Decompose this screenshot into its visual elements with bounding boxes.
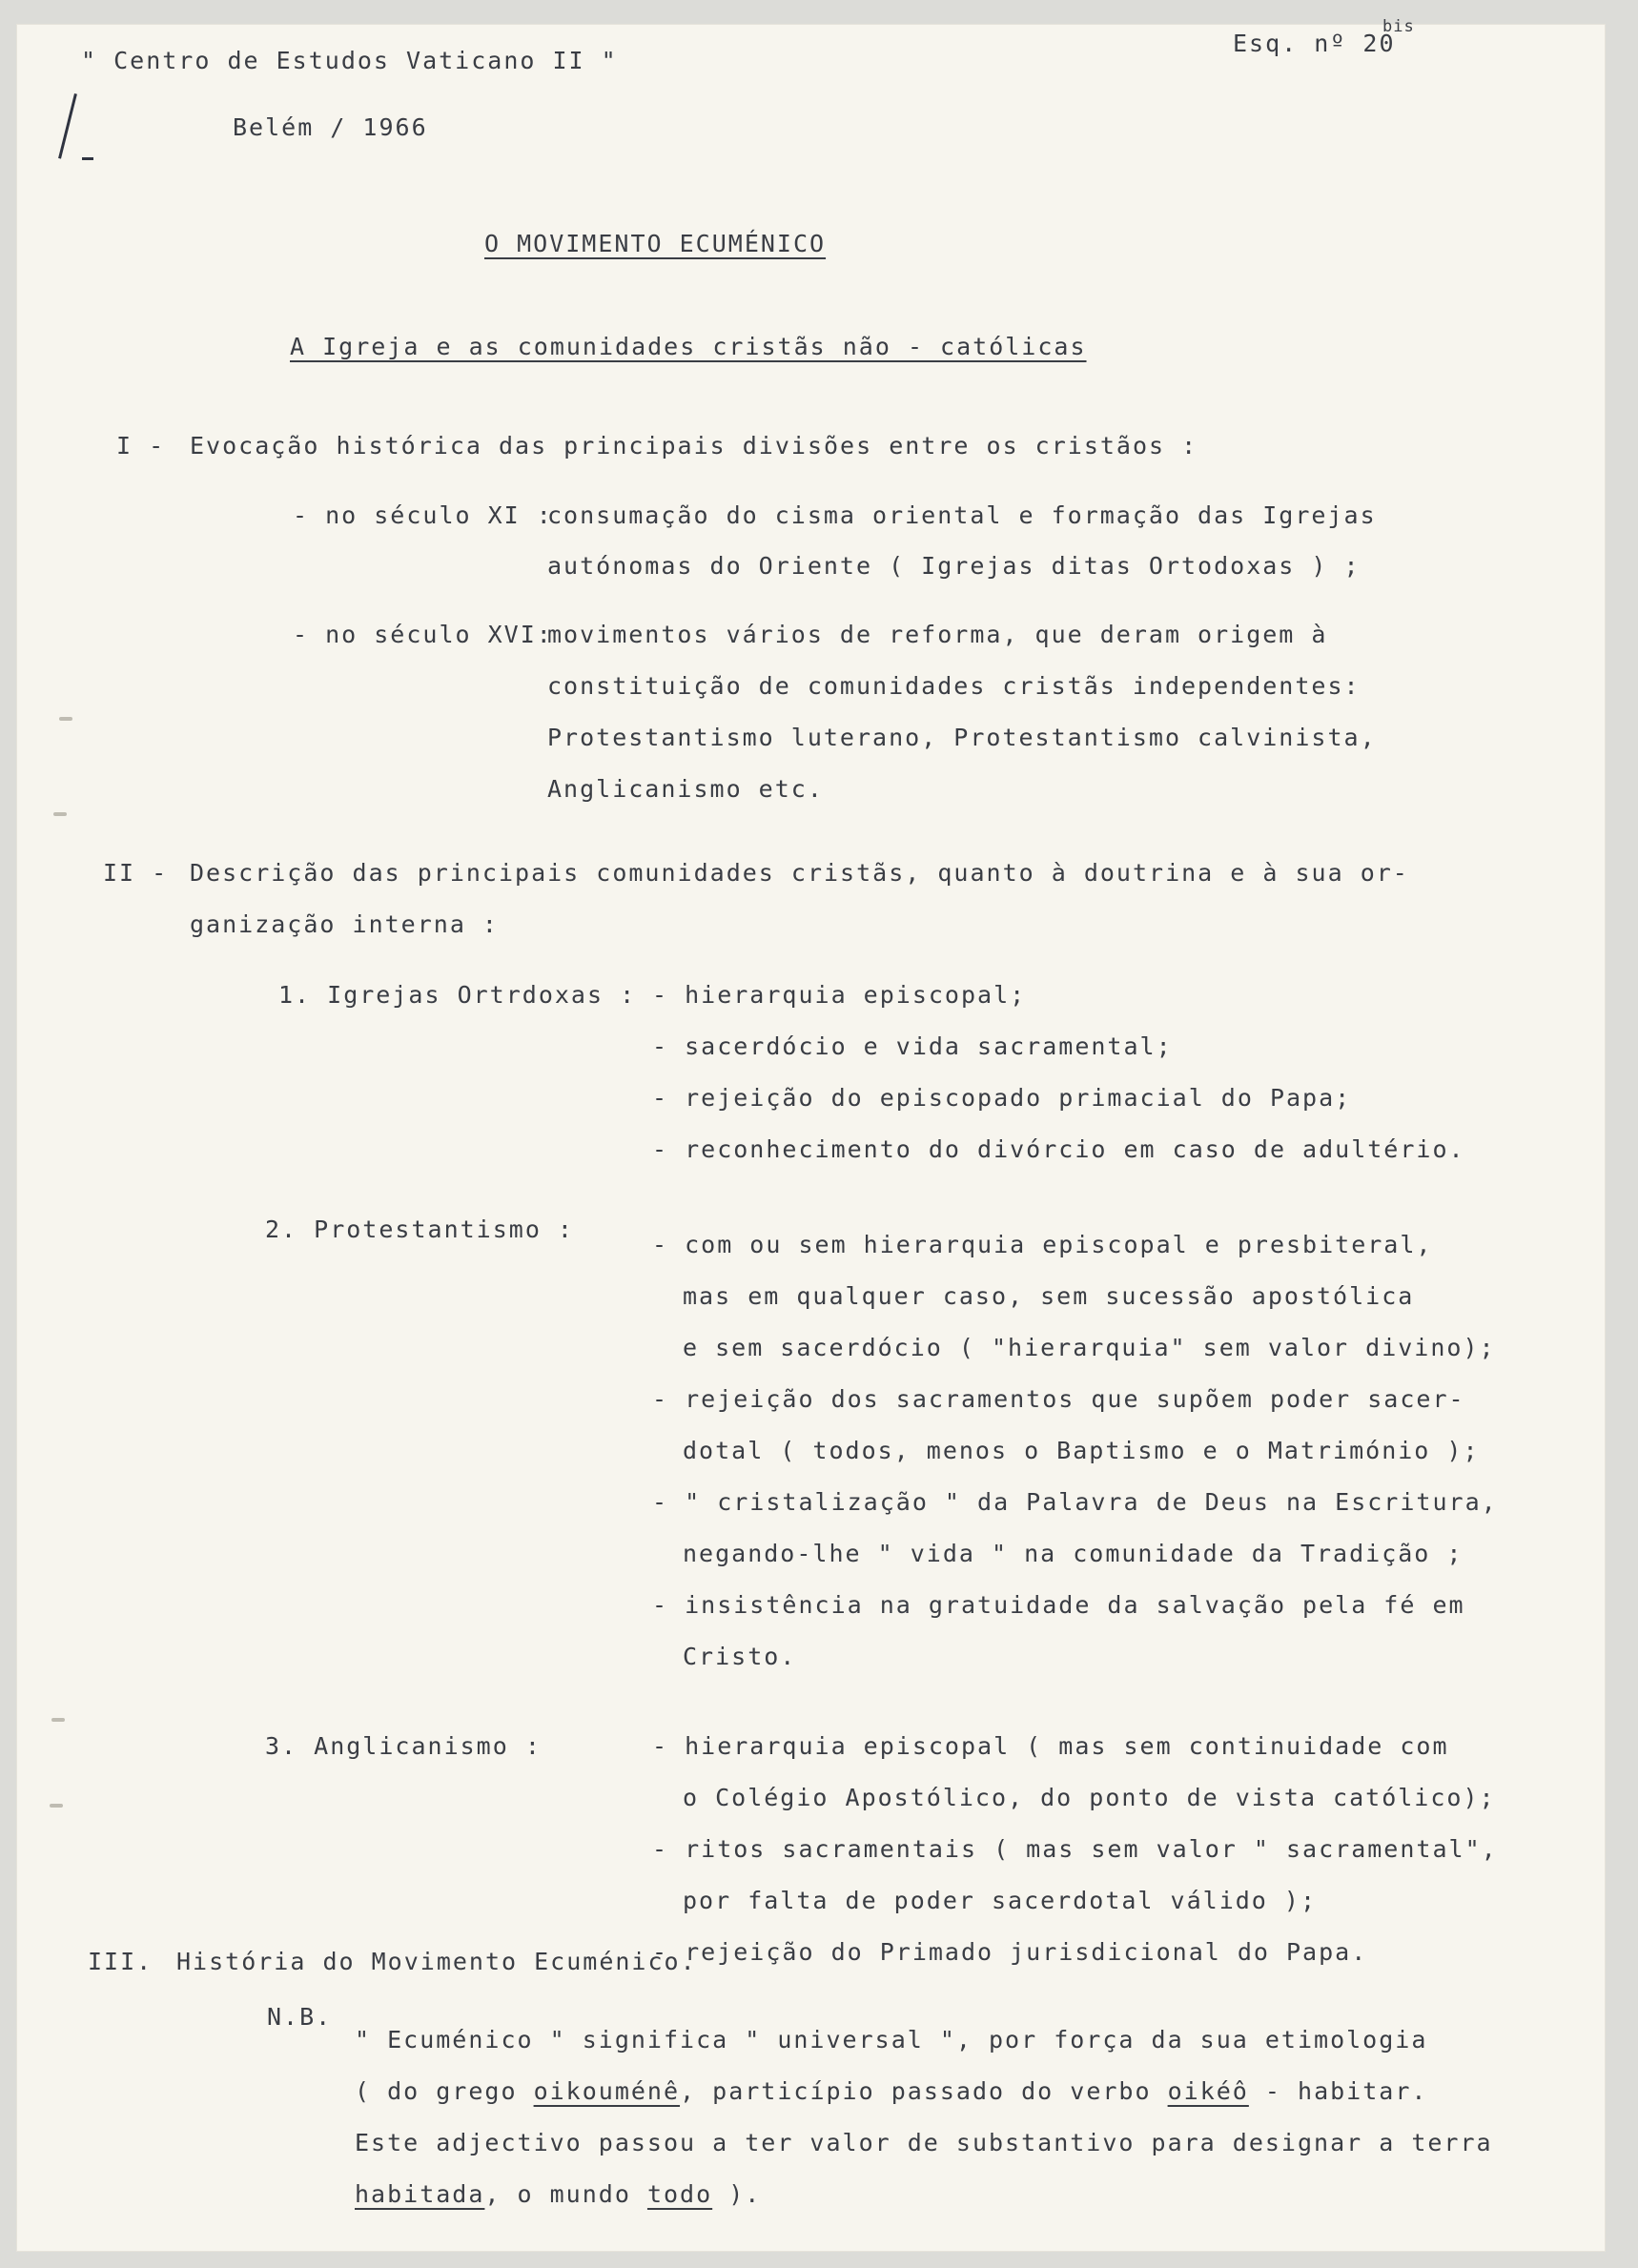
group-line: - rejeição do episcopado primacial do Papa;: [652, 1084, 1352, 1112]
note-text: ( do grego: [355, 2077, 534, 2105]
section-number: III.: [88, 1948, 154, 1975]
list-item-text: consumação do cisma oriental e formação das Igrejas: [547, 501, 1377, 529]
note-text: , particípio passado do verbo: [680, 2077, 1168, 2105]
section-number: II -: [103, 859, 169, 887]
binding-mark: [50, 1804, 63, 1808]
section-number: I -: [116, 432, 166, 460]
note-line: Este adjectivo passou a ter valor de substantivo para designar a terra: [355, 2129, 1493, 2156]
section-heading: Evocação histórica das principais divisões entre os cristãos :: [190, 432, 1198, 460]
group-line: - rejeição dos sacramentos que supõem poder sacer-: [652, 1385, 1465, 1413]
group-label: 1. Igrejas Ortrdoxas :: [278, 981, 637, 1009]
greek-word: oikéô: [1167, 2077, 1249, 2105]
group-line: - hierarquia episcopal ( mas sem continuidade com: [652, 1732, 1449, 1760]
group-label: 3. Anglicanismo :: [265, 1732, 542, 1760]
reference-suffix: bis: [1382, 17, 1415, 36]
greek-word: oikouménê: [533, 2077, 681, 2105]
section-heading: Descrição das principais comunidades cristãs, quanto à doutrina e à sua or-: [190, 859, 1409, 887]
group-line: - " cristalização " da Palavra de Deus na Escritura,: [652, 1488, 1498, 1516]
note-text: ).: [712, 2180, 762, 2208]
group-line: mas em qualquer caso, sem sucessão apostólica: [683, 1282, 1415, 1310]
list-item-text: Protestantismo luterano, Protestantismo calvinista,: [547, 724, 1377, 751]
group-line: e sem sacerdócio ( "hierarquia" sem valor divino);: [683, 1334, 1496, 1361]
center-name: " Centro de Estudos Vaticano II ": [81, 47, 618, 74]
section-heading: História do Movimento Ecuménico.: [176, 1948, 697, 1975]
list-item-text: constituição de comunidades cristãs independentes:: [547, 672, 1361, 700]
handwritten-mark: [82, 157, 93, 160]
list-item-label: - no século XVI:: [293, 621, 553, 648]
list-item-label: - no século XI :: [293, 501, 553, 529]
group-line: - rejeição do Primado jurisdicional do Papa.: [652, 1938, 1368, 1966]
handwritten-mark: [58, 93, 77, 159]
note-line: [355, 2179, 761, 2210]
group-line: Cristo.: [683, 1643, 797, 1670]
group-line: - insistência na gratuidade da salvação pela fé em: [652, 1591, 1465, 1619]
group-line: por falta de poder sacerdotal válido );: [683, 1887, 1317, 1914]
group-line: - sacerdócio e vida sacramental;: [652, 1032, 1173, 1060]
emphasized-word: habitada: [355, 2180, 485, 2208]
binding-mark: [53, 812, 67, 816]
document-title: O MOVIMENTO ECUMÉNICO: [484, 230, 827, 257]
group-line: - hierarquia episcopal;: [652, 981, 1027, 1009]
document-subtitle: A Igreja e as comunidades cristãs não - católicas: [290, 333, 1087, 360]
place-date: Belém / 1966: [233, 113, 428, 141]
binding-mark: [51, 1718, 65, 1722]
document-page: [17, 17, 1605, 2251]
note-text: , o mundo: [484, 2180, 647, 2208]
list-item-text: movimentos vários de reforma, que deram origem à: [547, 621, 1328, 648]
binding-mark: [59, 717, 72, 721]
list-item-text: Anglicanismo etc.: [547, 775, 824, 803]
group-line: - reconhecimento do divórcio em caso de adultério.: [652, 1135, 1465, 1163]
note-text: - habitar.: [1248, 2077, 1428, 2105]
reference-number: Esq. nº 20: [1233, 30, 1396, 57]
list-item-text: autónomas do Oriente ( Igrejas ditas Ortodoxas ) ;: [547, 552, 1361, 580]
group-line: o Colégio Apostólico, do ponto de vista católico);: [683, 1784, 1496, 1811]
group-line: negando-lhe " vida " na comunidade da Tradição ;: [683, 1540, 1464, 1567]
section-heading: ganização interna :: [190, 910, 499, 938]
emphasized-word: todo: [646, 2180, 713, 2208]
group-line: - ritos sacramentais ( mas sem valor " sacramental",: [652, 1835, 1498, 1863]
group-line: - com ou sem hierarquia episcopal e presbiteral,: [652, 1231, 1433, 1258]
group-label: 2. Protestantismo :: [265, 1216, 574, 1243]
group-line: dotal ( todos, menos o Baptismo e o Matrimónio );: [683, 1437, 1480, 1464]
note-line: [355, 2076, 1427, 2107]
note-label: N.B.: [267, 2003, 333, 2031]
note-line: " Ecuménico " significa " universal ", por força da sua etimologia: [355, 2026, 1428, 2053]
